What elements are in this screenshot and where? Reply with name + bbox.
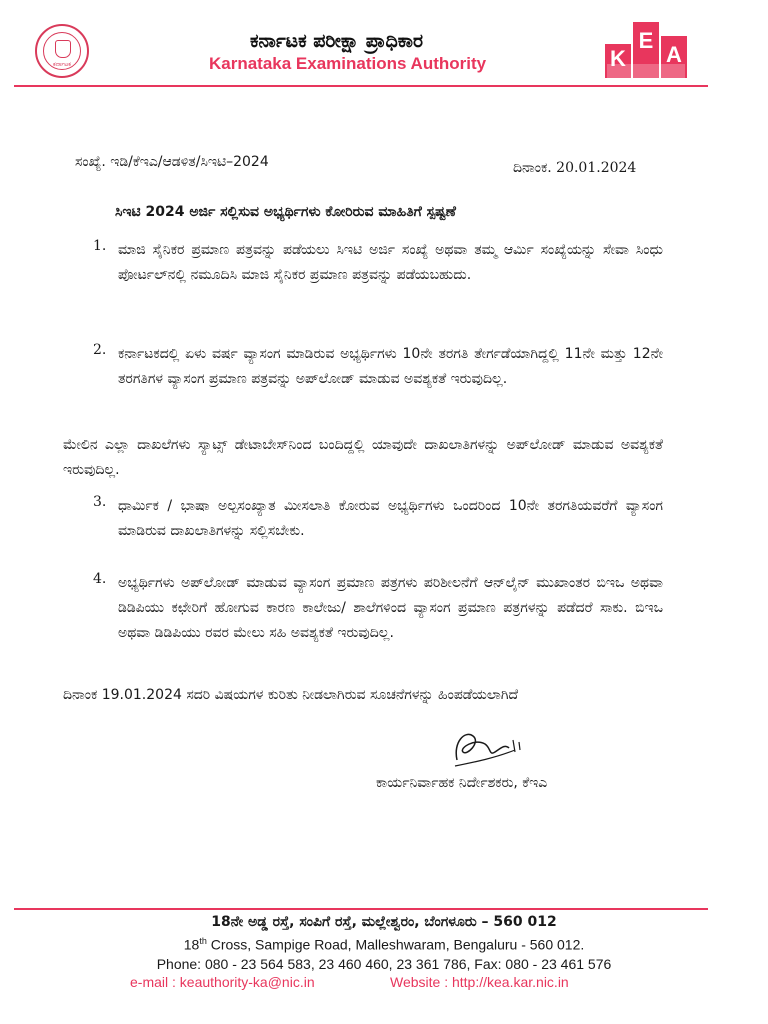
- closing-paragraph: ದಿನಾಂಕ 19.01.2024 ಸದರಿ ವಿಷಯಗಳ ಕುರಿತು ನೀಡಲಾಗಿರುವ ಸೂಚನೆಗಳನ್ನು ಹಿಂಪಡೆಯಲಾಗಿದೆ: [63, 687, 519, 703]
- point-text: ಕರ್ನಾಟಕದಲ್ಲಿ ಏಳು ವರ್ಷ ವ್ಯಾಸಂಗ ಮಾಡಿರುವ ಅಭ್ಯರ್ಥಿಗಳು 10ನೇ ತರಗತಿ ತೇರ್ಗಡೆಯಾಗಿದ್ದಲ್ಲಿ 11ನೇ ಮತ್ತು 12ನೇ ತರಗತಿಗಳ ವ್ಯಾಸಂಗ ಪ್ರಮಾಣ ಪತ್ರವನ್ನು ಅಪ್‌ಲೋಡ್ ಮಾಡುವ ಅವಶ್ಯಕತೆ ಇರುವುದಿಲ್ಲ.: [118, 346, 663, 387]
- seal-text: ಕರ್ನಾಟಕ: [53, 61, 71, 68]
- logo-letter-k: K: [610, 46, 626, 71]
- emblem-icon: [55, 40, 71, 58]
- footer-address-kannada: 18ನೇ ಅಡ್ಡ ರಸ್ತೆ, ಸಂಪಿಗೆ ರಸ್ತೆ, ಮಲ್ಲೇಶ್ವರಂ, ಬೆಂಗಳೂರು – 560 012: [211, 914, 557, 930]
- footer-email[interactable]: e-mail : keauthority-ka@nic.in: [130, 974, 315, 990]
- footer-website[interactable]: Website : http://kea.kar.nic.in: [390, 974, 569, 990]
- point-number: 2.: [93, 342, 107, 358]
- note-paragraph: ಮೇಲಿನ ಎಲ್ಲಾ ದಾಖಲೆಗಳು ಸ್ಯಾಟ್ಸ್ ಡೇಟಾಬೇಸ್‌ನಿಂದ ಬಂದಿದ್ದಲ್ಲಿ ಯಾವುದೇ ದಾಖಲಾತಿಗಳನ್ನು ಅಪ್‌ಲೋಡ್ ಮಾಡುವ ಅವಶ್ಯಕತೆ ಇರುವುದಿಲ್ಲ.: [63, 437, 663, 478]
- point-number: 1.: [93, 238, 107, 254]
- footer-divider: [14, 908, 708, 910]
- point-number: 3.: [93, 494, 107, 510]
- address-rest: Cross, Sampige Road, Malleshwaram, Bengaluru - 560 012.: [206, 936, 585, 953]
- logo-letter-a: A: [666, 42, 682, 67]
- point-text: ಧಾರ್ಮಿಕ / ಭಾಷಾ ಅಲ್ಪಸಂಖ್ಯಾತ ಮೀಸಲಾತಿ ಕೋರುವ ಅಭ್ಯರ್ಥಿಗಳು ಒಂದರಿಂದ 10ನೇ ತರಗತಿಯವರೆಗೆ ವ್ಯಾಸಂಗ ಮಾಡಿರುವ ದಾಖಲಾತಿಗಳನ್ನು ಸಲ್ಲಿಸಬೇಕು.: [118, 498, 663, 539]
- letter-subject: ಸಿಇಟಿ 2024 ಅರ್ಜಿ ಸಲ್ಲಿಸುವ ಅಭ್ಯರ್ಥಿಗಳು ಕೋರಿರುವ ಮಾಹಿತಿಗೆ ಸ್ಪಷ್ಟಣೆ: [115, 204, 456, 220]
- letter-date: ದಿನಾಂಕ. 20.01.2024: [513, 160, 637, 176]
- signatory-title: ಕಾರ್ಯನಿರ್ವಾಹಕ ನಿರ್ದೇಶಕರು, ಕೆಇಎ: [376, 775, 548, 791]
- org-name-english: Karnataka Examinations Authority: [209, 54, 487, 73]
- header-divider: [14, 85, 708, 87]
- kea-logo: [605, 22, 687, 80]
- point-text: ಮಾಜಿ ಸೈನಿಕರ ಪ್ರಮಾಣ ಪತ್ರವನ್ನು ಪಡೆಯಲು ಸಿಇಟಿ ಅರ್ಜಿ ಸಂಖ್ಯೆ ಅಥವಾ ತಮ್ಮ ಆರ್ಮಿ ಸಂಖ್ಯೆಯನ್ನು ಸೇವಾ ಸಿಂಧು ಪೋರ್ಟಲ್‌ನಲ್ಲಿ ನಮೂದಿಸಿ ಮಾಜಿ ಸೈನಿಕರ ಪ್ರಮಾಣ ಪತ್ರವನ್ನು ಪಡೆಯಬಹುದು.: [118, 242, 663, 283]
- footer-phone-fax: Phone: 080 - 23 564 583, 23 460 460, 23 361 786, Fax: 080 - 23 461 576: [156, 956, 612, 972]
- point-text: ಅಭ್ಯರ್ಥಿಗಳು ಅಪ್‌ಲೋಡ್ ಮಾಡುವ ವ್ಯಾಸಂಗ ಪ್ರಮಾಣ ಪತ್ರಗಳು ಪರಿಶೀಲನೆಗೆ ಆನ್‌ಲೈನ್ ಮುಖಾಂತರ ಬಿಇಒ ಅಥವಾ ಡಿಡಿಪಿಯು ಕಛೇರಿಗೆ ಹೋಗುವ ಕಾರಣ ಕಾಲೇಜು/ ಶಾಲೆಗಳಿಂದ ವ್ಯಾಸಂಗ ಪ್ರಮಾಣ ಪತ್ರಗಳನ್ನು ಪಡೆದರೆ ಸಾಕು. ಬಿಇಒ ಅಥವಾ ಡಿಡಿಪಿಯು ರವರ ಮೇಲು ಸಹಿ ಅವಶ್ಯಕತೆ ಇರುವುದಿಲ್ಲ.: [118, 575, 663, 641]
- handwritten-signature: [445, 722, 535, 772]
- address-number: 18: [183, 936, 200, 953]
- government-seal: [35, 24, 89, 78]
- address-suffix: th: [199, 936, 207, 946]
- point-number: 4.: [93, 571, 107, 587]
- org-name-kannada: ಕರ್ನಾಟಕ ಪರೀಕ್ಷಾ ಪ್ರಾಧಿಕಾರ: [250, 30, 424, 52]
- footer-address-english: [0, 936, 768, 953]
- reference-number: ಸಂಖ್ಯೆ. ಇಡಿ/ಕೆಇಎ/ಆಡಳಿತ/ಸಿಇಟಿ–2024: [75, 154, 269, 170]
- logo-letter-e: E: [638, 28, 654, 53]
